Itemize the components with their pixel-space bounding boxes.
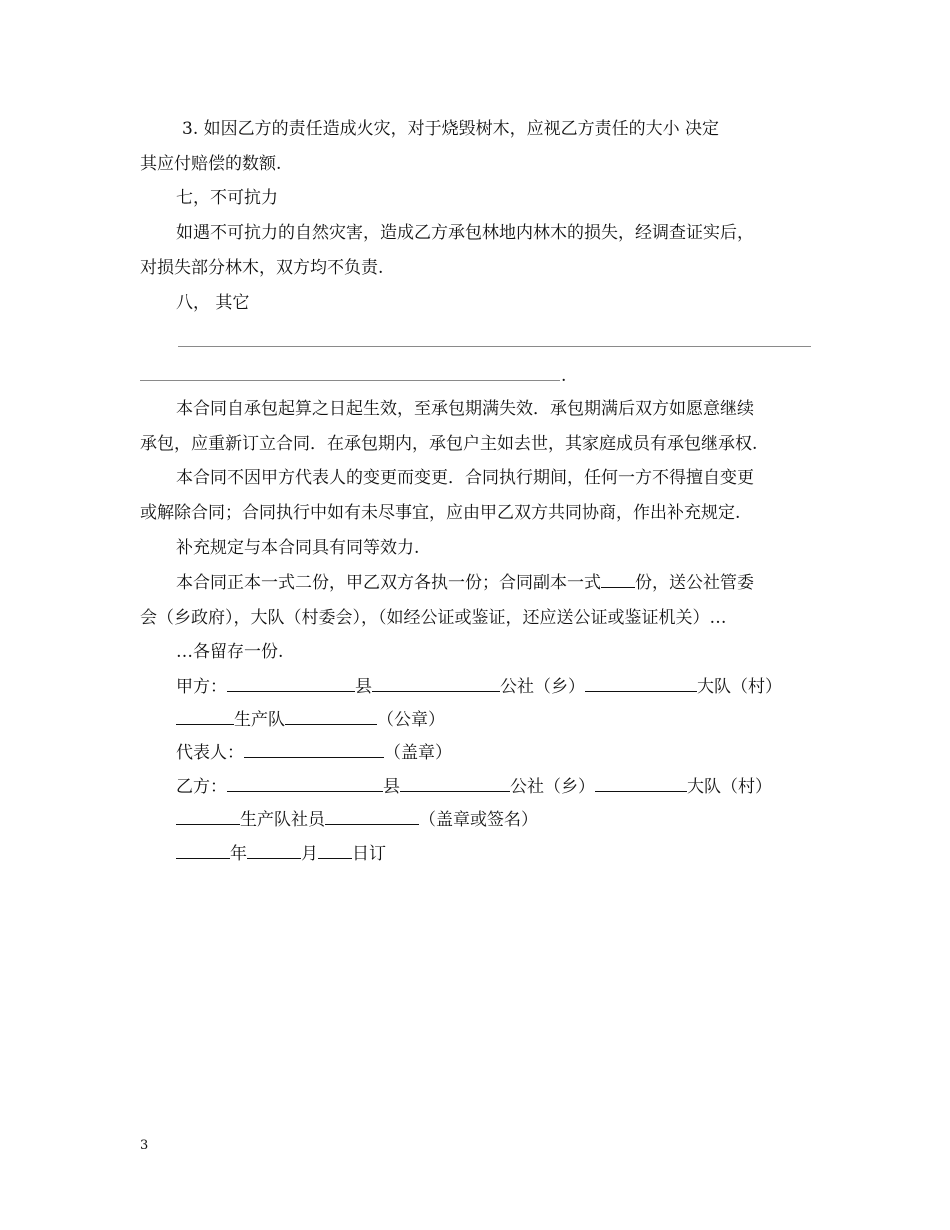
day-blank <box>318 843 352 859</box>
copies-blank <box>601 572 635 588</box>
supplement-para: 补充规定与本合同具有同等效力. <box>176 538 420 558</box>
member-label: 生产队社员 <box>240 810 325 830</box>
county-blank <box>227 676 355 692</box>
effect-para-line-2: 承包，应重新订立合同．在承包期内，承包户主如去世，其家庭成员有承包继承权. <box>140 434 758 454</box>
brigade-b-blank <box>595 776 687 792</box>
brigade-label: 大队（村） <box>697 677 782 697</box>
day-label: 日订 <box>352 844 386 864</box>
month-label: 月 <box>301 844 318 864</box>
section-7-para-line-2: 对损失部分林木，双方均不负责. <box>140 258 384 278</box>
year-blank <box>176 843 230 859</box>
copies-text-a: 本合同正本一式二份，甲乙双方各执一份；合同副本一式 <box>176 573 601 593</box>
effect-para-line-1: 本合同自承包起算之日起生效，至承包期满失效．承包期满后双方如愿意继续 <box>176 399 754 419</box>
change-para-line-1: 本合同不因甲方代表人的变更而变更．合同执行期间，任何一方不得擅自变更 <box>176 468 754 488</box>
commune-b-blank <box>400 776 510 792</box>
blank-rule-1 <box>178 346 811 347</box>
party-a-label: 甲方： <box>176 677 227 697</box>
official-seal-label: （公章） <box>377 710 445 730</box>
representative-blank <box>244 742 384 758</box>
team-label: 生产队 <box>234 710 285 730</box>
team-blank <box>176 709 234 725</box>
rule-period: . <box>561 366 567 386</box>
sign-seal-label: （盖章或签名） <box>419 810 538 830</box>
commune-label: 公社（乡） <box>500 677 585 697</box>
section-7-heading: 七，不可抗力 <box>176 188 278 208</box>
rep-seal-label: （盖章） <box>384 743 452 763</box>
party-b-line <box>176 776 772 798</box>
brigade-b-label: 大队（村） <box>687 777 772 797</box>
commune-b-label: 公社（乡） <box>510 777 595 797</box>
copies-para-line-2: 会（乡政府），大队（村委会），（如经公证或鉴证，还应送公证或鉴证机关）… <box>140 608 727 628</box>
change-para-line-2: 或解除合同；合同执行中如有未尽事宜，应由甲乙双方共同协商，作出补充规定. <box>140 503 741 523</box>
county-label: 县 <box>355 677 372 697</box>
clause-3-line-2: 其应付赔偿的数额. <box>140 154 282 174</box>
party-b-member-line <box>176 809 538 831</box>
party-a-team-line <box>176 709 445 731</box>
copies-para-line-1 <box>176 572 754 594</box>
clause-3-line-1: 3. 如因乙方的责任造成火灾，对于烧毁树木，应视乙方责任的大小 决定 <box>182 119 720 139</box>
brigade-blank <box>585 676 697 692</box>
copies-para-line-3: …各留存一份. <box>176 642 284 662</box>
county-b-blank <box>227 776 383 792</box>
representative-label: 代表人： <box>176 743 244 763</box>
month-blank <box>247 843 301 859</box>
date-line <box>176 843 386 865</box>
copies-text-b: 份，送公社管委 <box>635 573 754 593</box>
year-label: 年 <box>230 844 247 864</box>
page-number: 3 <box>140 1138 149 1153</box>
representative-line <box>176 742 452 764</box>
member-name-blank <box>325 809 419 825</box>
party-b-label: 乙方： <box>176 777 227 797</box>
blank-rule-2 <box>140 380 560 381</box>
team-b-blank <box>176 809 240 825</box>
commune-blank <box>372 676 500 692</box>
section-7-para-line-1: 如遇不可抗力的自然灾害，造成乙方承包林地内林木的损失，经调查证实后， <box>176 223 754 243</box>
team-name-blank <box>285 709 377 725</box>
county-b-label: 县 <box>383 777 400 797</box>
section-8-heading: 八， 其它 <box>176 293 250 313</box>
party-a-line <box>176 676 782 698</box>
